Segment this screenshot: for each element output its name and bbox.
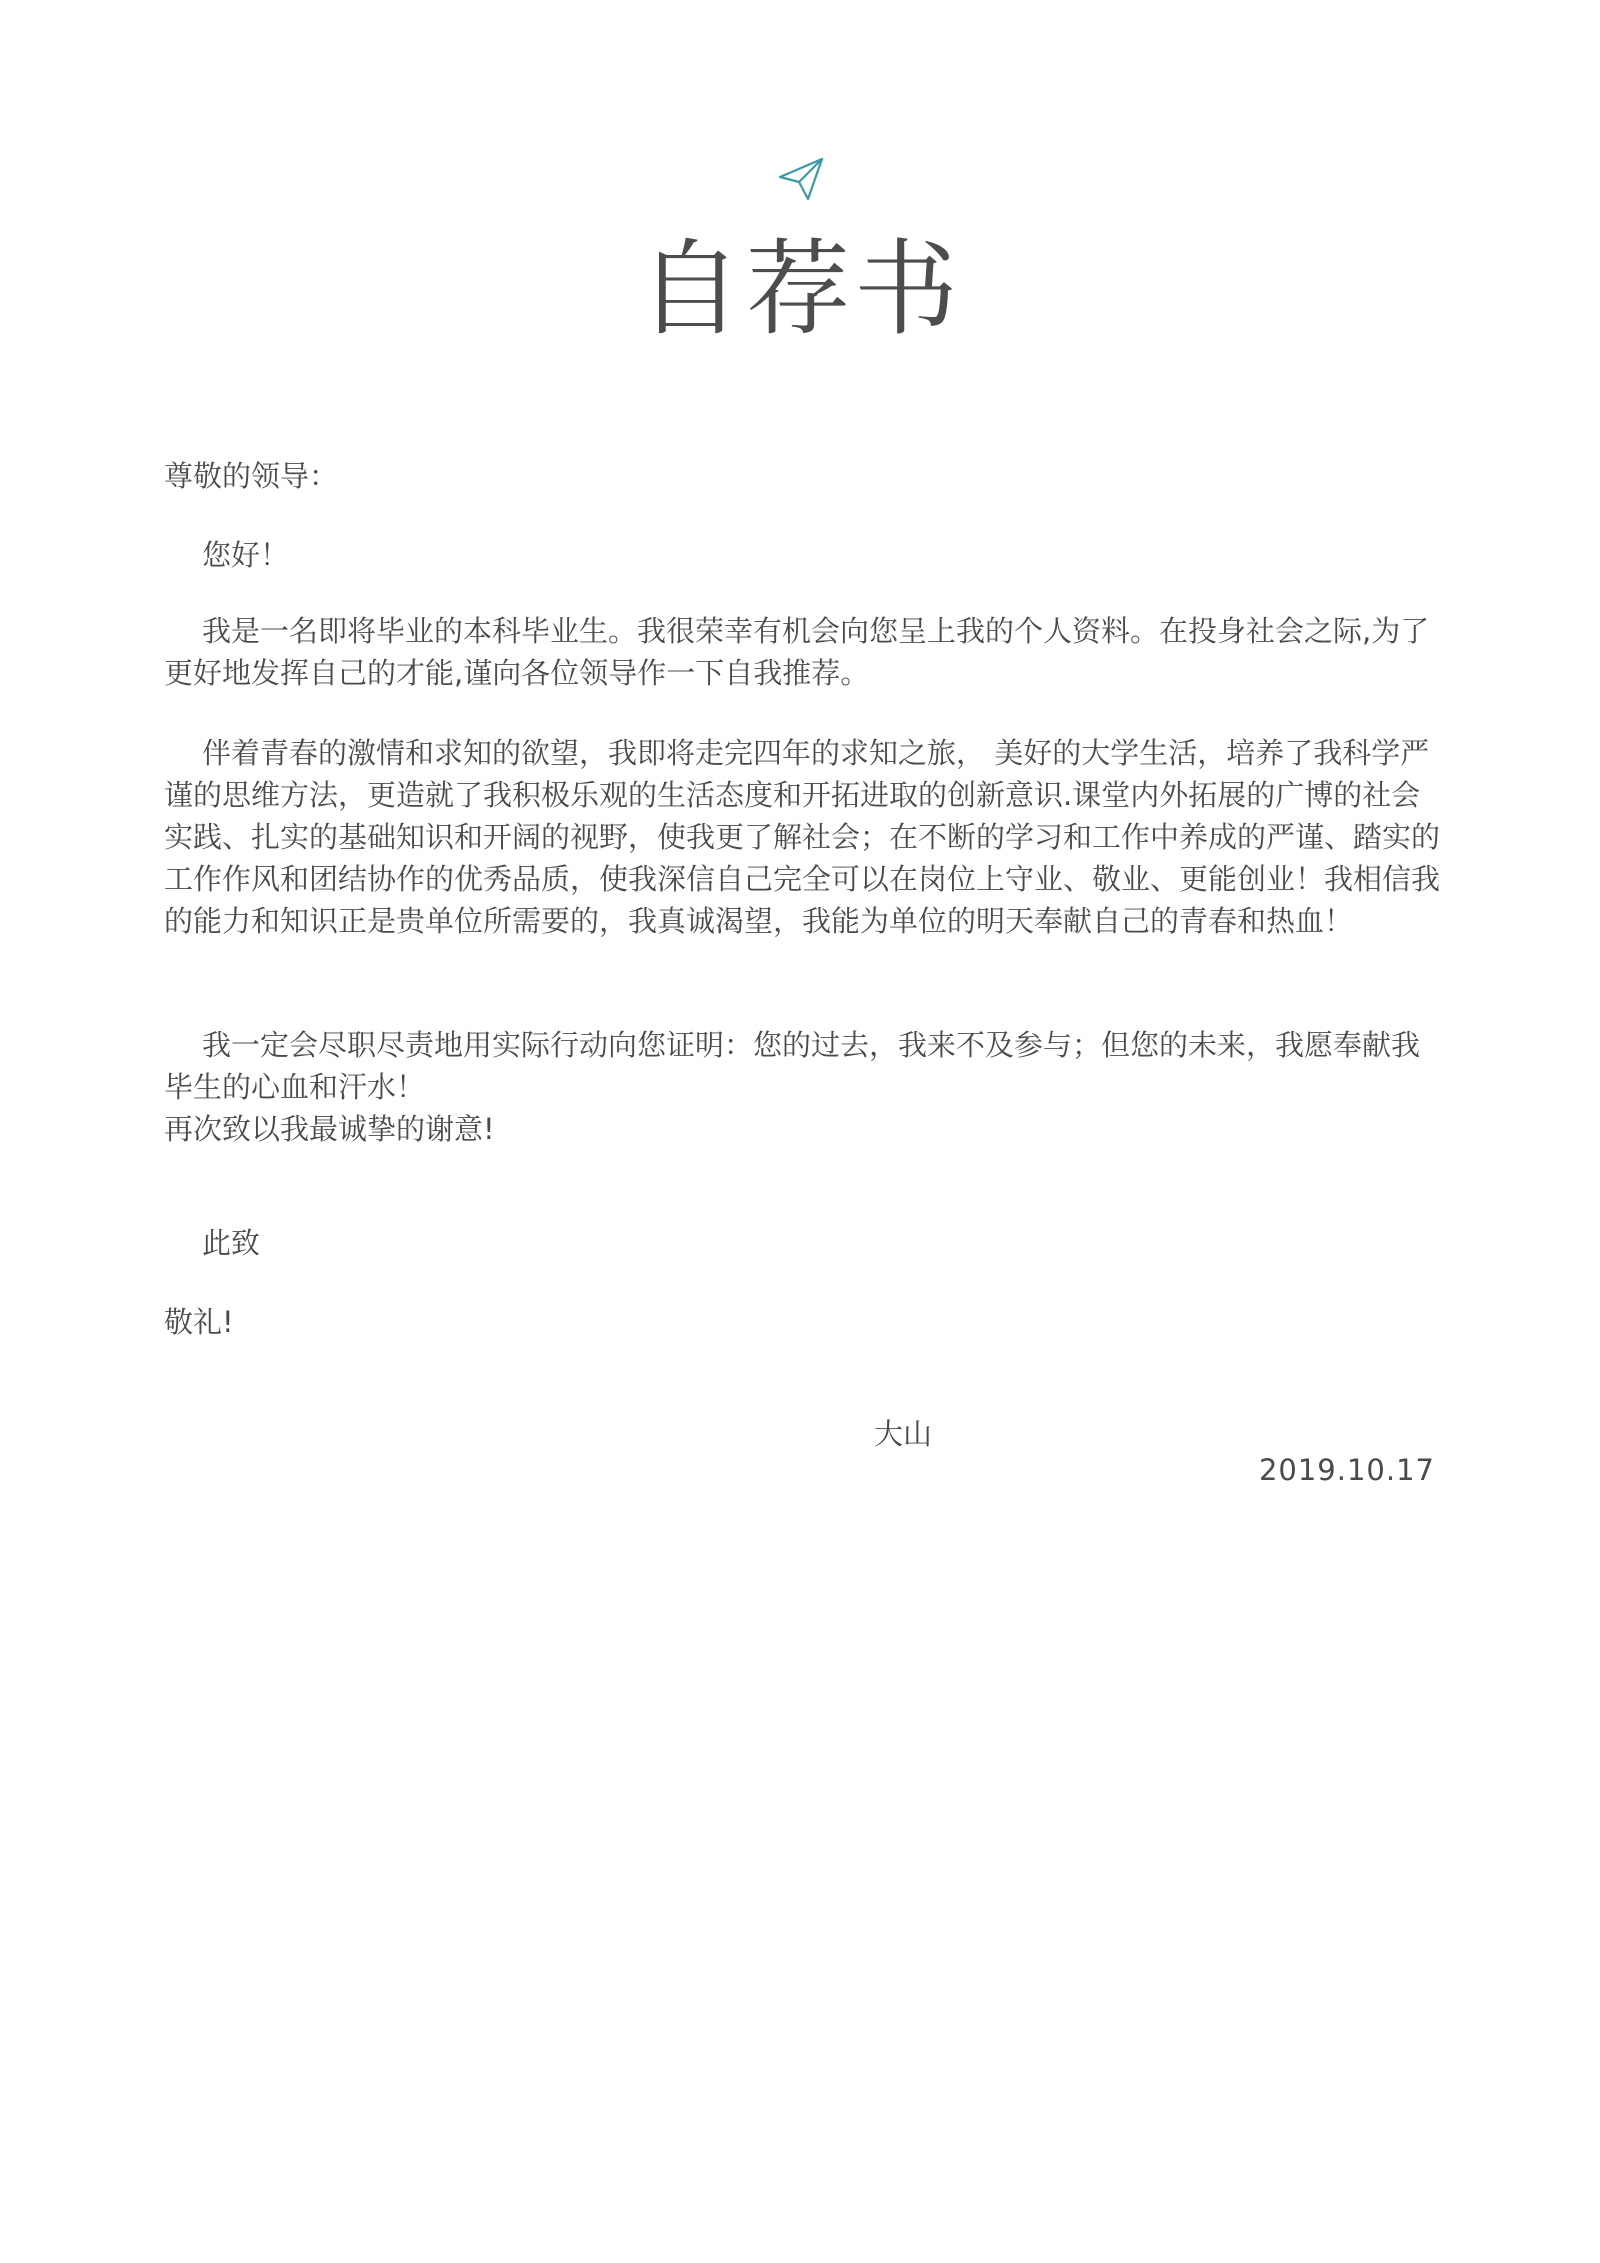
salutation: 尊敬的领导： bbox=[164, 459, 339, 493]
signature-name: 大山 bbox=[874, 1417, 933, 1451]
paragraph-commitment-block bbox=[164, 1024, 1446, 1150]
paragraph-experience: 伴着青春的激情和求知的欲望，我即将走完四年的求知之旅， 美好的大学生活，培养了我科学严谨的思维方法，更造就了我积极乐观的生活态度和开拓进取的创新意识.课堂内外拓展的广博的社会实践、扎实的基础知识和开阔的视野，使我更了解社会；在不断的学习和工作中养成的严谨、踏实的工作作风和团结协作的优秀品质，使我深信自己完全可以在岗位上守业、敬业、更能创业！我相信我的能力和知识正是贵单位所需要的，我真诚渴望，我能为单位的明天奉献自己的青春和热血！ bbox=[164, 736, 1441, 938]
paper-plane-icon bbox=[778, 157, 824, 201]
closing-line-2: 敬礼! bbox=[164, 1305, 234, 1339]
closing-line-1: 此致 bbox=[202, 1226, 261, 1260]
paragraph-commitment: 我一定会尽职尽责地用实际行动向您证明：您的过去，我来不及参与；但您的未来，我愿奉献我毕生的心血和汗水！ bbox=[164, 1028, 1421, 1104]
thanks-line: 再次致以我最诚挚的谢意! bbox=[164, 1112, 495, 1146]
page-title: 自荐书 bbox=[637, 228, 962, 350]
letter-date: 2019.10.17 bbox=[1258, 1453, 1435, 1487]
greeting: 您好！ bbox=[202, 538, 290, 572]
paragraph-intro: 我是一名即将毕业的本科毕业生。我很荣幸有机会向您呈上我的个人资料。在投身社会之际,为了更好地发挥自己的才能,谨向各位领导作一下自我推荐。 bbox=[164, 614, 1430, 690]
